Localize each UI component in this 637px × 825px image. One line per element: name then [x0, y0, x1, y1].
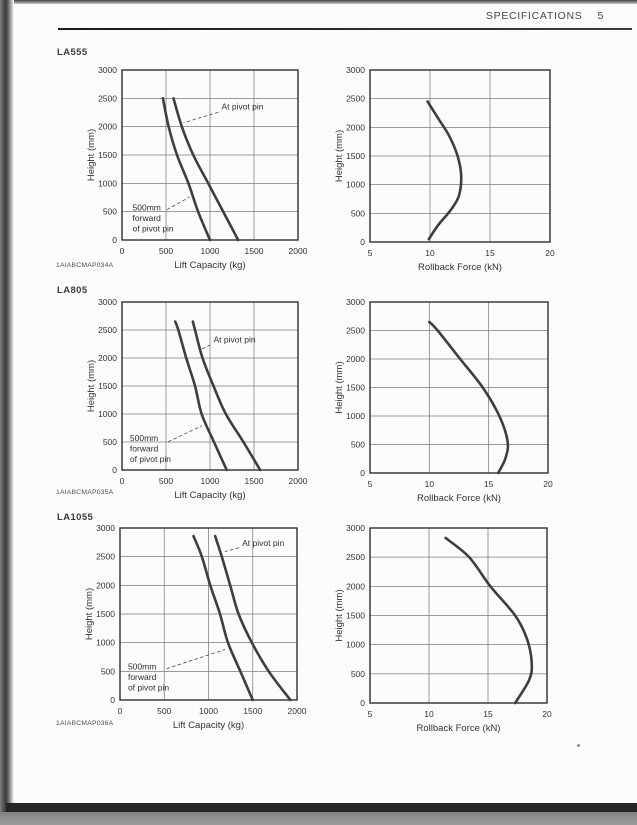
svg-text:0: 0: [110, 695, 115, 705]
svg-text:1500: 1500: [346, 610, 365, 621]
svg-text:2000: 2000: [98, 121, 117, 132]
svg-text:500: 500: [158, 476, 174, 486]
scan-speck: [577, 744, 580, 747]
svg-text:500: 500: [350, 439, 365, 450]
svg-text:2000: 2000: [287, 706, 307, 716]
svg-text:1000: 1000: [199, 706, 218, 716]
svg-text:2000: 2000: [346, 581, 365, 592]
svg-text:of pivot pin: of pivot pin: [132, 223, 174, 234]
svg-text:1000: 1000: [200, 476, 220, 486]
svg-text:1500: 1500: [243, 706, 263, 716]
svg-text:3000: 3000: [98, 297, 117, 307]
svg-text:0: 0: [112, 235, 117, 245]
svg-text:0: 0: [360, 468, 365, 478]
svg-text:1000: 1000: [98, 409, 117, 419]
svg-text:500mm: 500mm: [129, 433, 159, 444]
svg-text:3000: 3000: [346, 297, 365, 307]
svg-text:1000: 1000: [98, 178, 117, 189]
svg-text:1000: 1000: [96, 637, 115, 648]
svg-text:20: 20: [543, 479, 553, 489]
svg-text:Height (mm): Height (mm): [86, 128, 97, 182]
svg-text:500: 500: [158, 246, 174, 256]
model-label-la805: LA805: [57, 285, 88, 296]
svg-text:2000: 2000: [98, 353, 117, 363]
svg-text:0: 0: [360, 237, 365, 247]
svg-text:forward: forward: [127, 672, 157, 683]
figure-code-la555: 1AIABCMAP034A: [56, 262, 114, 269]
model-label-la555: LA555: [57, 47, 88, 58]
svg-text:Height (mm): Height (mm): [84, 587, 95, 641]
svg-text:2000: 2000: [346, 354, 365, 364]
header-page-number: 5: [597, 10, 604, 22]
svg-text:2000: 2000: [346, 122, 365, 133]
svg-text:At pivot pin: At pivot pin: [213, 334, 256, 345]
svg-text:forward: forward: [132, 213, 161, 224]
scan-edge-left: [0, 0, 14, 812]
svg-text:1500: 1500: [244, 246, 264, 256]
page-header: [486, 10, 604, 22]
svg-text:2500: 2500: [96, 551, 115, 562]
svg-text:500: 500: [157, 706, 172, 716]
svg-text:of pivot pin: of pivot pin: [129, 454, 172, 465]
svg-text:3000: 3000: [98, 65, 117, 75]
svg-text:10: 10: [424, 479, 435, 489]
svg-text:3000: 3000: [96, 523, 115, 533]
svg-text:20: 20: [542, 709, 552, 719]
svg-text:500: 500: [100, 666, 115, 677]
svg-text:1500: 1500: [98, 381, 117, 391]
svg-text:10: 10: [425, 248, 435, 258]
svg-text:1000: 1000: [346, 179, 365, 190]
svg-text:2500: 2500: [98, 325, 117, 335]
scan-edge-bottom: [6, 803, 637, 812]
svg-text:2000: 2000: [288, 246, 308, 256]
scan-background-bottom: [0, 812, 637, 825]
svg-text:2000: 2000: [288, 476, 308, 486]
svg-text:1000: 1000: [346, 639, 365, 650]
svg-text:Lift Capacity (kg): Lift Capacity (kg): [174, 490, 246, 501]
svg-text:3000: 3000: [346, 65, 365, 75]
svg-text:15: 15: [483, 709, 493, 719]
svg-text:15: 15: [483, 479, 494, 489]
svg-text:Height (mm): Height (mm): [334, 361, 345, 414]
svg-text:2500: 2500: [98, 93, 117, 104]
svg-text:15: 15: [485, 248, 495, 258]
svg-text:2500: 2500: [346, 552, 365, 563]
svg-text:Height (mm): Height (mm): [334, 589, 345, 642]
svg-text:0: 0: [117, 706, 123, 716]
chart-la1055-rollback-force: [300, 514, 559, 747]
svg-text:20: 20: [545, 248, 555, 258]
header-title: SPECIFICATIONS: [485, 10, 583, 22]
svg-text:1000: 1000: [200, 246, 220, 256]
svg-text:1500: 1500: [96, 609, 115, 619]
svg-text:Height (mm): Height (mm): [86, 359, 97, 413]
svg-text:10: 10: [424, 709, 434, 719]
svg-text:Rollback Force (kN): Rollback Force (kN): [416, 723, 501, 734]
svg-text:0: 0: [360, 698, 365, 708]
svg-text:1500: 1500: [98, 150, 117, 160]
svg-text:500: 500: [350, 208, 365, 219]
chart-la555-rollback-force: [300, 56, 562, 286]
figure-code-la805: 1AIABCMAP035A: [56, 489, 114, 496]
chart-la805-rollback-force: [300, 288, 560, 517]
figure-code-la1055: 1AIABCMAP036A: [56, 720, 114, 727]
svg-text:500: 500: [102, 206, 117, 217]
svg-text:500: 500: [102, 437, 117, 447]
svg-text:Lift Capacity (kg): Lift Capacity (kg): [174, 260, 246, 271]
chart-la555-lift-capacity: [52, 56, 312, 284]
model-label-la1055: LA1055: [57, 512, 94, 523]
chart-la805-lift-capacity: [52, 288, 312, 514]
svg-text:500: 500: [350, 668, 365, 679]
svg-text:At pivot pin: At pivot pin: [242, 537, 285, 548]
svg-text:Rollback Force (kN): Rollback Force (kN): [417, 493, 501, 504]
svg-text:5: 5: [367, 709, 373, 719]
scan-edge-top: [0, 0, 637, 4]
svg-text:0: 0: [119, 476, 125, 486]
svg-text:Height (mm): Height (mm): [334, 129, 345, 183]
svg-text:1500: 1500: [244, 476, 264, 486]
svg-text:500mm: 500mm: [127, 661, 157, 672]
svg-text:3000: 3000: [346, 523, 365, 533]
svg-text:2500: 2500: [346, 325, 365, 336]
svg-text:2000: 2000: [96, 580, 115, 591]
svg-text:0: 0: [112, 465, 117, 475]
svg-text:1000: 1000: [346, 411, 365, 421]
svg-text:1500: 1500: [346, 151, 365, 161]
svg-text:5: 5: [367, 479, 373, 489]
svg-text:forward: forward: [129, 443, 159, 454]
svg-text:1500: 1500: [346, 382, 365, 393]
svg-text:2500: 2500: [346, 93, 365, 104]
svg-text:Rollback Force (kN): Rollback Force (kN): [418, 262, 502, 273]
svg-text:500mm: 500mm: [132, 202, 161, 213]
chart-la1055-lift-capacity: [50, 514, 311, 744]
header-rule: [58, 28, 632, 30]
svg-text:0: 0: [119, 246, 125, 256]
svg-text:of pivot pin: of pivot pin: [127, 682, 170, 693]
svg-text:Lift Capacity (kg): Lift Capacity (kg): [172, 720, 245, 731]
svg-text:5: 5: [367, 248, 373, 258]
svg-text:At pivot pin: At pivot pin: [221, 101, 264, 112]
